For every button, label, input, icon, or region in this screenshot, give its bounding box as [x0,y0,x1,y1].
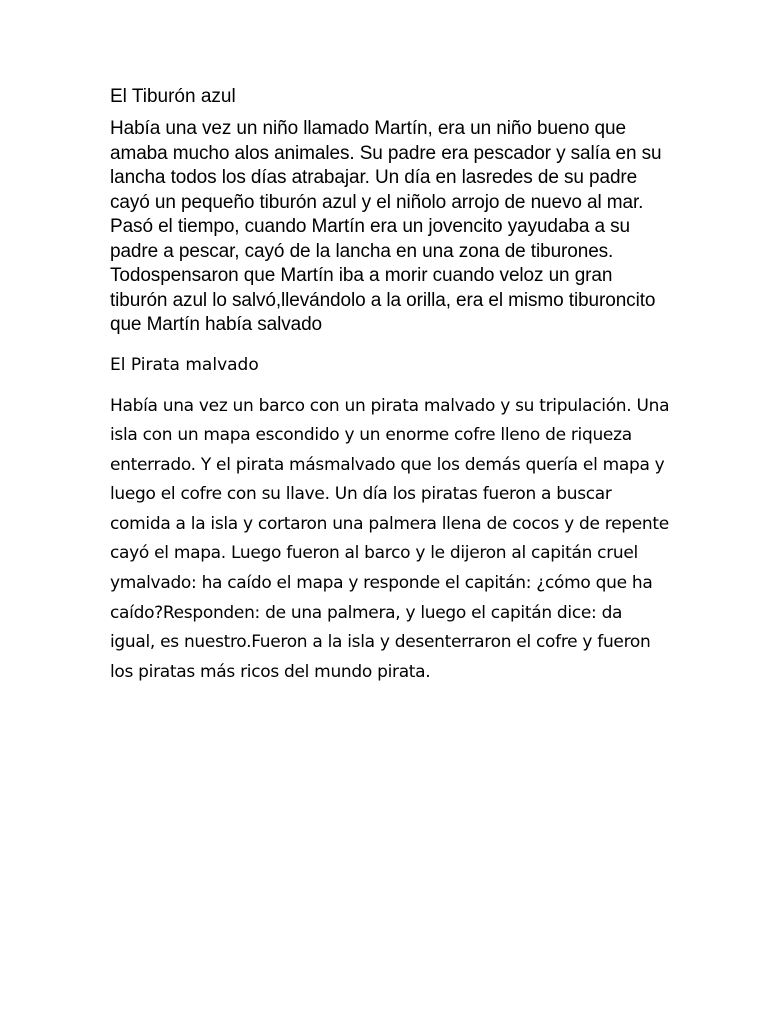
story-body-pirata: Había una vez un barco con un pirata malvado y su tripulación. Una isla con un mapa escondido y un enorme cofre lleno de riqueza enterrado. Y el pirata másmalvado que los demás quería el mapa y luego el cofre con su llave. Un día los piratas fueron a buscar comida a la isla y cortaron una palmera llena de cocos y de repente cayó el mapa. Luego fueron al barco y le dijeron al capitán cruel ymalvado: ha caído el mapa y responde el capitán: ¿cómo que ha caído?Responden: de una palmera, y luego el capitán dice: da igual, es nuestro.Fueron a la isla y desenterraron el cofre y fueron los piratas más ricos del mundo pirata. [110,395,670,682]
story-title-tiburon: El Tiburón azul [110,86,236,107]
document-page [110,84,670,687]
story-title-pirata: El Pirata malvado [110,354,259,375]
story-body-tiburon: Había una vez un niño llamado Martín, era un niño bueno que amaba mucho alos animales. Su padre era pescador y salía en su lancha todos los días atrabajar. Un día en lasredes de su padre cayó un pequeño tiburón azul y el niñolo arrojo de nuevo al mar. Pasó el tiempo, cuando Martín era un jovencito yayudaba a su padre a pescar, cayó de la lancha en una zona de tiburones. Todospensaron que Martín iba a morir cuando veloz un gran tiburón azul lo salvó,llevándolo a la orilla, era el mismo tiburoncito que Martín había salvado [110,118,662,335]
